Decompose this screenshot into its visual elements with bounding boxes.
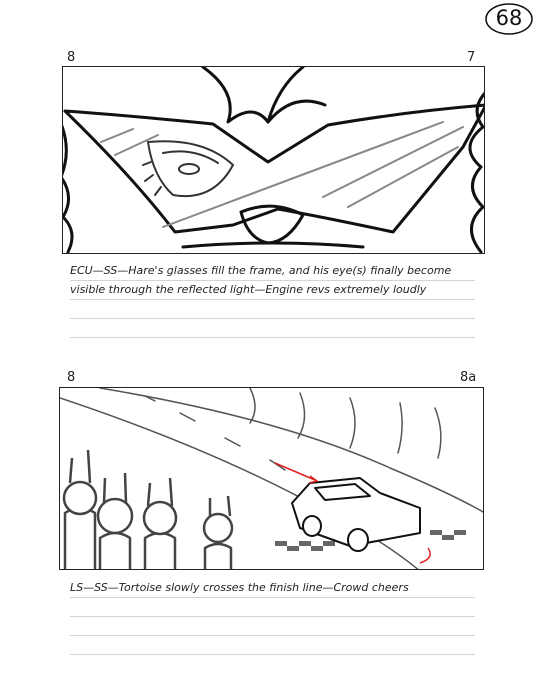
panel-2-scene-left: 8 [67,370,76,385]
panel-2-notes [70,579,475,655]
panel-2-caption-line-4 [70,636,475,655]
panel-1-frame [62,66,485,254]
panel-2-caption-line-2 [70,598,475,617]
panel-2-frame [59,387,484,570]
panel-1-caption-line-4 [70,319,475,338]
panel-2-caption-line-3 [70,617,475,636]
panel-2-drawing-finish-line [60,388,484,570]
panel-1-scene-left: 8 [67,50,76,65]
panel-1-caption-line-2: visible through the reflected light—Engine revs extremely loudly [70,281,475,300]
panel-2-scene-right: 8a [460,370,477,385]
page-number-text: 68 [495,6,523,30]
panel-1-caption-line-3 [70,300,475,319]
panel-1-notes [70,262,475,338]
panel-2-caption-line-1: LS—SS—Tortoise slowly crosses the finish line—Crowd cheers [70,579,475,598]
panel-1-drawing-hare-glasses [63,67,485,254]
panel-1-caption-line-1: ECU—SS—Hare's glasses fill the frame, and his eye(s) finally become [70,262,475,281]
page-number [484,2,534,36]
panel-1-scene-right: 7 [467,50,476,65]
